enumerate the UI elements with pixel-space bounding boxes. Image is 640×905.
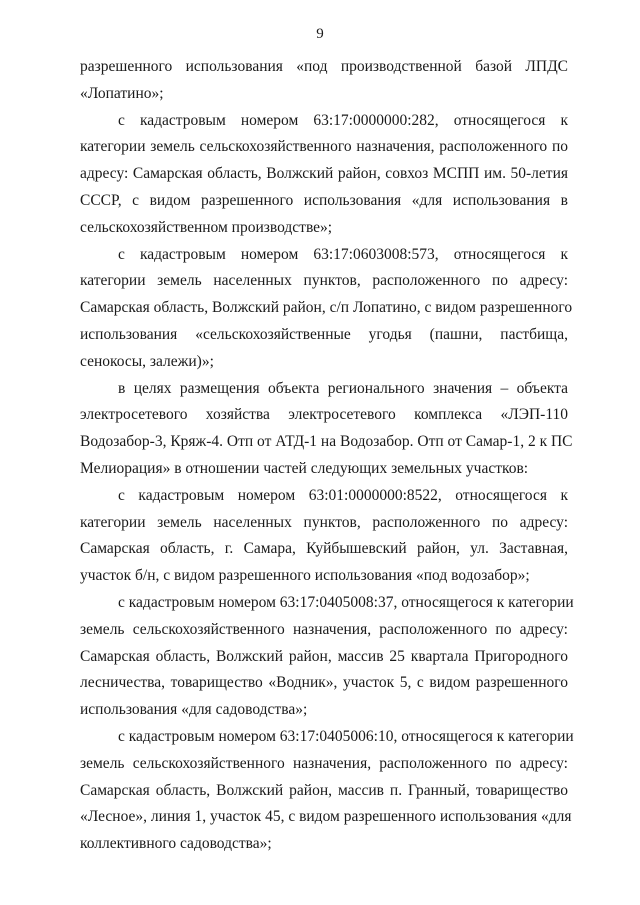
text-line: СССР, с видом разрешенного использования «для использования в	[80, 191, 568, 209]
text-line: с кадастровым номером 63:17:0405006:10, относящегося к категории	[118, 727, 574, 745]
text-line: Самарская область, Волжский район, с/п Лопатино, с видом разрешенного	[80, 299, 573, 317]
text-line: Самарская область, Волжский район, массив 25 квартала Пригородного	[80, 647, 568, 665]
text-line: сенокосы, залежи)»;	[80, 352, 214, 370]
text-line: использования «для садоводства»;	[80, 701, 308, 719]
text-line: с кадастровым номером 63:17:0603008:573, относящегося к	[118, 245, 568, 263]
text-line: земель сельскохозяйственного назначения, расположенного по адресу:	[80, 754, 568, 772]
text-line: использования «сельскохозяйственные угодья (пашни, пастбища,	[80, 325, 568, 343]
text-line: «Лопатино»;	[80, 84, 164, 102]
text-line: разрешенного использования «под производственной базой ЛПДС	[80, 58, 568, 75]
text-line: с кадастровым номером 63:01:0000000:8522, относящегося к	[118, 486, 568, 504]
text-line: электросетевого хозяйства электросетевого комплекса «ЛЭП-110	[80, 406, 568, 424]
text-line: «Лесное», линия 1, участок 45, с видом разрешенного использования «для	[80, 808, 572, 826]
text-line: Мелиорация» в отношении частей следующих земельных участков:	[80, 459, 529, 477]
text-line: коллективного садоводства»;	[80, 835, 272, 853]
text-line: категории земель населенных пунктов, расположенного по адресу:	[80, 513, 568, 531]
text-line: участок б/н, с видом разрешенного использования «под водозабор»;	[80, 567, 530, 585]
text-line: сельскохозяйственном производстве»;	[80, 218, 333, 236]
text-line: земель сельскохозяйственного назначения, расположенного по адресу:	[80, 620, 568, 638]
text-line: лесничества, товарищество «Водник», участок 5, с видом разрешенного	[80, 674, 568, 692]
text-line: с кадастровым номером 63:17:0000000:282, относящегося к	[118, 111, 568, 129]
page-number: 9	[316, 26, 324, 42]
text-line: адресу: Самарская область, Волжский район, совхоз МСПП им. 50-летия	[80, 165, 568, 183]
document-body	[80, 54, 574, 858]
text-line: категории земель сельскохозяйственного назначения, расположенного по	[80, 138, 568, 156]
text-line: категории земель населенных пунктов, расположенного по адресу:	[80, 272, 568, 290]
text-line: Самарская область, Волжский район, массив п. Гранный, товарищество	[80, 781, 568, 799]
text-line: с кадастровым номером 63:17:0405008:37, относящегося к категории	[118, 593, 574, 611]
text-line: Самарская область, г. Самара, Куйбышевский район, ул. Заставная,	[80, 540, 568, 558]
text-line: Водозабор-3, Кряж-4. Отп от АТД-1 на Водозабор. Отп от Самар-1, 2 к ПС	[80, 433, 573, 451]
text-line: в целях размещения объекта регионального значения – объекта	[118, 379, 568, 397]
